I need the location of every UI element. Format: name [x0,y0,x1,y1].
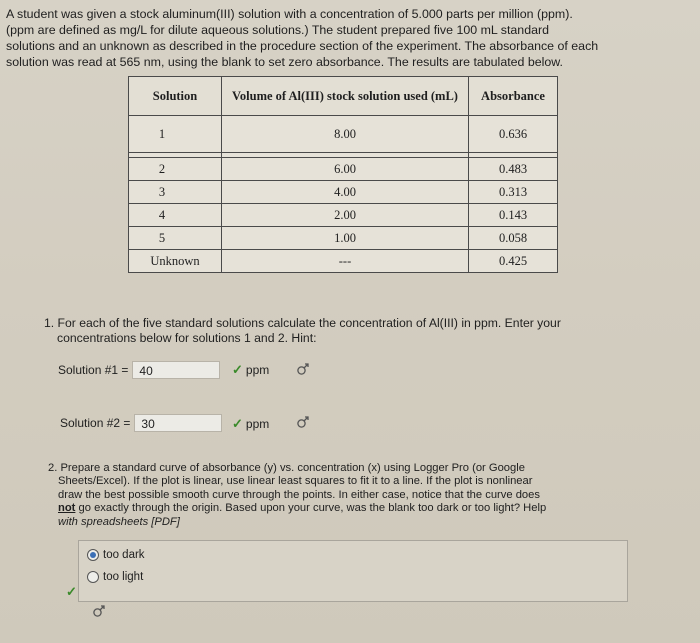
solution-1-label: Solution #1 = [58,363,129,377]
radio-icon[interactable] [87,571,99,583]
cell-volume: --- [222,250,469,273]
check-icon: ✓ [232,362,243,377]
cell-volume: 8.00 [222,116,469,153]
header-volume: Volume of Al(III) stock solution used (mL) [222,77,469,116]
table-row [129,227,558,250]
header-absorbance: Absorbance [469,77,558,116]
table-row [129,158,558,181]
cell-volume: 6.00 [222,158,469,181]
option-label: too light [103,571,144,583]
question-2-line: Sheets/Excel). If the plot is linear, use linear least squares to fit it to a line. If the plot is nonlinear [58,475,533,488]
solution-2-label: Solution #2 = [60,416,131,430]
question-2-line: 2. Prepare a standard curve of absorbance (y) vs. concentration (x) using Logger Pro (or Google [48,462,525,474]
question-1-line2: concentrations below for solutions 1 and 2. Hint: [57,331,317,345]
radio-selected-icon[interactable] [87,549,99,561]
cell-absorbance: 0.636 [469,116,558,153]
cell-solution: 3 [129,181,222,204]
intro-line: A student was given a stock aluminum(III) solution with a concentration of 5.000 parts per million (ppm). [6,7,573,21]
question-2-line4 [48,502,648,515]
solution-1-row [58,361,220,379]
cell-volume: 1.00 [222,227,469,250]
option-too-light[interactable] [87,571,143,583]
solution-1-unit: ppm [245,363,270,377]
cell-solution: 5 [129,227,222,250]
question-2 [48,462,648,529]
question-1 [44,316,561,346]
cell-volume: 2.00 [222,204,469,227]
table-row [129,204,558,227]
cell-absorbance: 0.483 [469,158,558,181]
help-link[interactable]: with spreadsheets [PDF] [58,515,180,528]
solution-1-input[interactable]: 40 [132,361,220,379]
intro-line: solutions and an unknown as described in the procedure section of the experiment. The absorbance of each [6,39,599,53]
shock-icon[interactable] [92,604,106,621]
cell-solution: 4 [129,204,222,227]
solution-2-row [60,414,222,432]
intro-paragraph [6,6,686,70]
shock-icon[interactable] [296,415,310,432]
results-table [128,76,558,273]
solution-2-unit: ppm [245,417,270,431]
table-row [129,116,558,153]
shock-icon[interactable] [296,362,310,379]
answer-options [78,540,628,602]
solution-2-status [232,416,269,432]
question-2-line4-rest: go exactly through the origin. Based upon your curve, was the blank too dark or too light? Help [75,502,547,515]
cell-absorbance: 0.143 [469,204,558,227]
check-icon: ✓ [66,584,77,599]
table-row [129,250,558,273]
cell-solution: Unknown [129,250,222,273]
solution-2-input[interactable]: 30 [134,414,222,432]
solution-1-status [232,362,269,378]
question-2-line: draw the best possible smooth curve through the points. In either case, notice that the curve does [58,488,540,501]
table-row [129,181,558,204]
not-emphasis: not [58,502,76,515]
question-1-line1: 1. For each of the five standard solutions calculate the concentration of Al(III) in ppm. Enter your [44,316,561,330]
cell-solution: 2 [129,158,222,181]
intro-line: (ppm are defined as mg/L for dilute aqueous solutions.) The student prepared five 100 mL standard [6,23,549,37]
cell-absorbance: 0.425 [469,250,558,273]
option-label: too dark [103,549,145,561]
cell-volume: 4.00 [222,181,469,204]
cell-solution: 1 [129,116,222,153]
check-icon: ✓ [232,416,243,431]
cell-absorbance: 0.313 [469,181,558,204]
option-too-dark[interactable] [87,549,145,561]
header-solution: Solution [129,77,222,116]
intro-line: solution was read at 565 nm, using the blank to set zero absorbance. The results are tabulated below. [6,55,564,69]
cell-absorbance: 0.058 [469,227,558,250]
